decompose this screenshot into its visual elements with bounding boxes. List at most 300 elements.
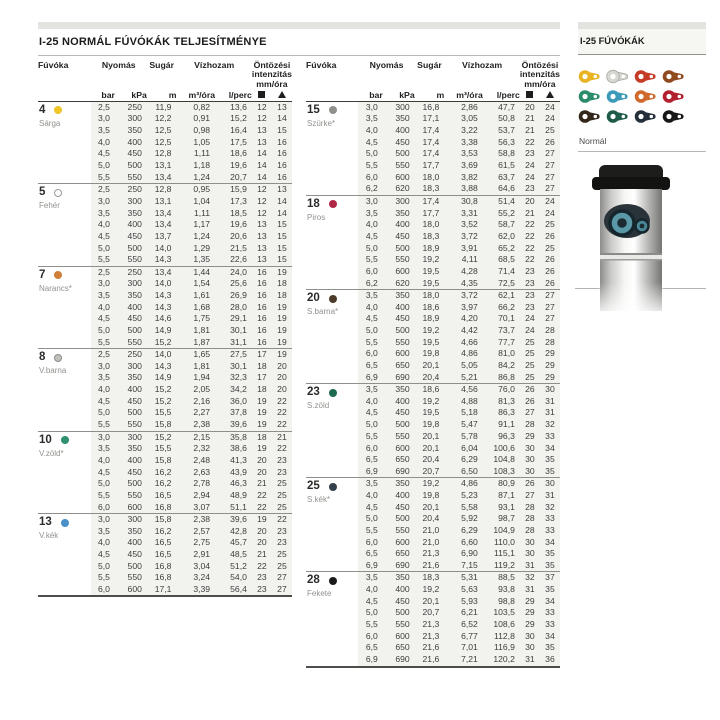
data-cell: 500 xyxy=(383,607,415,619)
data-cell: 51,4 xyxy=(483,195,520,207)
nozzle-cell xyxy=(306,478,358,572)
data-cell: 32 xyxy=(520,572,540,584)
nozzle-color-dot xyxy=(329,577,337,585)
data-cell: 29 xyxy=(520,607,540,619)
data-cell: 1,11 xyxy=(176,207,215,219)
data-cell: 300 xyxy=(115,113,147,125)
data-cell: 18,0 xyxy=(415,219,445,231)
data-cell: 25,6 xyxy=(215,278,252,290)
data-cell: 1,18 xyxy=(176,160,215,172)
data-cell: 1,35 xyxy=(176,254,215,266)
data-cell: 16 xyxy=(252,290,272,302)
data-cell: 16 xyxy=(252,266,272,278)
data-cell: 550 xyxy=(383,431,415,443)
nozzle-color-dot xyxy=(54,106,62,114)
nozzle-group xyxy=(38,266,292,348)
data-cell: 28 xyxy=(540,325,560,337)
data-cell: 400 xyxy=(383,302,415,314)
data-cell: 5,78 xyxy=(444,431,483,443)
data-cell: 51,2 xyxy=(215,561,252,573)
unit-lperc: l/perc xyxy=(228,90,252,101)
data-cell: 65,2 xyxy=(483,243,520,255)
data-cell: 1,11 xyxy=(176,148,215,160)
data-cell: 5,0 xyxy=(91,243,115,255)
data-cell: 18,0 xyxy=(415,172,445,184)
data-cell: 30 xyxy=(540,384,560,396)
data-cell: 2,5 xyxy=(91,184,115,196)
data-cell: 4,5 xyxy=(91,466,115,478)
data-cell: 27 xyxy=(540,302,560,314)
data-cell: 45,7 xyxy=(215,537,252,549)
data-cell: 2,48 xyxy=(176,455,215,467)
data-cell: 26 xyxy=(540,137,560,149)
data-cell: 3,52 xyxy=(444,219,483,231)
data-cell: 43,9 xyxy=(215,466,252,478)
data-cell: 22 xyxy=(272,514,292,526)
data-cell: 35 xyxy=(540,560,560,572)
nozzle-color-dot xyxy=(329,483,337,491)
data-cell: 4,28 xyxy=(444,266,483,278)
data-cell: 4,11 xyxy=(444,254,483,266)
data-cell: 6,9 xyxy=(358,466,382,478)
data-cell: 14,0 xyxy=(147,278,177,290)
data-cell: 2,57 xyxy=(176,526,215,538)
data-cell: 76,0 xyxy=(483,384,520,396)
data-cell: 29 xyxy=(520,596,540,608)
data-cell: 350 xyxy=(115,443,147,455)
data-cell: 16,8 xyxy=(147,561,177,573)
data-cell: 4,20 xyxy=(444,313,483,325)
data-cell: 73,7 xyxy=(483,325,520,337)
unit-kpa: kPa xyxy=(131,90,147,101)
nozzle-group xyxy=(306,101,560,195)
sprinkler-product-image xyxy=(580,160,684,318)
nozzle-name: Szürke* xyxy=(307,118,336,128)
data-cell: 3,82 xyxy=(444,172,483,184)
data-cell: 300 xyxy=(115,514,147,526)
data-cell: 61,5 xyxy=(483,160,520,172)
data-cell: 650 xyxy=(383,642,415,654)
data-cell: 4,5 xyxy=(358,596,382,608)
data-cell: 3,5 xyxy=(91,125,115,137)
data-cell: 27 xyxy=(520,490,540,502)
nozzle-icon xyxy=(662,89,690,104)
unit-bar: bar xyxy=(369,90,383,101)
data-cell: 5,23 xyxy=(444,490,483,502)
nozzle-color-dot xyxy=(54,271,62,279)
data-cell: 5,5 xyxy=(91,172,115,184)
nozzle-number: 20 xyxy=(307,292,320,305)
data-cell: 19,2 xyxy=(415,325,445,337)
data-cell: 11,9 xyxy=(147,101,177,113)
nozzle-number: 28 xyxy=(307,574,320,587)
data-cell: 98,7 xyxy=(483,513,520,525)
data-cell: 14,3 xyxy=(147,361,177,373)
data-cell: 119,2 xyxy=(483,560,520,572)
data-cell: 2,16 xyxy=(176,396,215,408)
nozzle-cell xyxy=(38,514,91,597)
data-cell: 550 xyxy=(115,172,147,184)
nozzle-cell xyxy=(38,349,91,431)
data-cell: 5,0 xyxy=(358,419,382,431)
data-cell: 29 xyxy=(540,348,560,360)
data-cell: 14,6 xyxy=(147,313,177,325)
nozzle-icon xyxy=(634,69,662,84)
data-cell: 13,4 xyxy=(147,266,177,278)
data-cell: 3,5 xyxy=(91,526,115,538)
nozzle-cell xyxy=(306,290,358,384)
data-cell: 5,18 xyxy=(444,407,483,419)
data-cell: 31 xyxy=(540,490,560,502)
data-cell: 20,4 xyxy=(415,372,445,384)
data-cell: 20,1 xyxy=(415,502,445,514)
data-cell: 37 xyxy=(540,572,560,584)
nozzle-group xyxy=(306,195,560,289)
data-cell: 20 xyxy=(272,372,292,384)
data-cell: 25 xyxy=(520,360,540,372)
data-cell: 400 xyxy=(115,219,147,231)
data-cell: 3,04 xyxy=(176,561,215,573)
nozzle-color-dot xyxy=(61,436,69,444)
data-cell: 7,21 xyxy=(444,654,483,667)
data-cell: 6,0 xyxy=(358,266,382,278)
data-cell: 17,5 xyxy=(215,137,252,149)
data-cell: 112,8 xyxy=(483,631,520,643)
data-cell: 16 xyxy=(272,137,292,149)
data-cell: 20,4 xyxy=(415,513,445,525)
data-cell: 16 xyxy=(272,172,292,184)
data-cell: 0,98 xyxy=(176,125,215,137)
nozzle-name: Sárga xyxy=(39,118,61,128)
data-cell: 450 xyxy=(115,466,147,478)
data-cell: 600 xyxy=(383,537,415,549)
data-cell: 4,35 xyxy=(444,278,483,290)
data-cell: 19,8 xyxy=(415,419,445,431)
data-cell: 5,58 xyxy=(444,502,483,514)
data-cell: 400 xyxy=(115,537,147,549)
data-cell: 550 xyxy=(383,525,415,537)
data-cell: 23 xyxy=(520,302,540,314)
data-cell: 12 xyxy=(252,207,272,219)
data-cell: 96,3 xyxy=(483,431,520,443)
data-cell: 21,0 xyxy=(415,537,445,549)
data-cell: 15 xyxy=(272,243,292,255)
data-cell: 31 xyxy=(540,396,560,408)
data-cell: 22,6 xyxy=(215,254,252,266)
col-header-intensity: Öntözési intenzitás mm/óra xyxy=(251,60,292,89)
nozzle-cell xyxy=(38,101,91,183)
data-cell: 12,5 xyxy=(147,125,177,137)
data-cell: 5,0 xyxy=(358,607,382,619)
data-cell: 17,4 xyxy=(415,137,445,149)
data-cell: 550 xyxy=(383,160,415,172)
data-cell: 16,2 xyxy=(147,478,177,490)
data-cell: 400 xyxy=(115,455,147,467)
data-cell: 13,6 xyxy=(215,101,252,113)
data-cell: 19,5 xyxy=(415,337,445,349)
data-cell: 450 xyxy=(383,231,415,243)
data-cell: 690 xyxy=(383,372,415,384)
data-cell: 35,8 xyxy=(215,431,252,443)
data-cell: 6,0 xyxy=(358,348,382,360)
data-cell: 3,0 xyxy=(91,514,115,526)
data-cell: 500 xyxy=(383,148,415,160)
data-cell: 3,5 xyxy=(91,372,115,384)
data-cell: 21,6 xyxy=(415,642,445,654)
data-cell: 300 xyxy=(115,196,147,208)
data-cell: 20,1 xyxy=(415,360,445,372)
data-cell: 600 xyxy=(115,584,147,597)
data-cell: 19 xyxy=(252,419,272,431)
data-cell: 18,9 xyxy=(415,243,445,255)
data-cell: 29 xyxy=(540,372,560,384)
nozzle-icon xyxy=(634,89,662,104)
data-cell: 23 xyxy=(272,537,292,549)
data-cell: 47,7 xyxy=(483,101,520,113)
data-cell: 3,69 xyxy=(444,160,483,172)
data-cell: 19,5 xyxy=(415,278,445,290)
data-cell: 17,7 xyxy=(415,207,445,219)
data-cell: 19,2 xyxy=(415,478,445,490)
data-cell: 20 xyxy=(252,455,272,467)
data-cell: 250 xyxy=(115,349,147,361)
data-cell: 350 xyxy=(383,113,415,125)
nozzle-number: 8 xyxy=(39,351,46,364)
table-row xyxy=(38,101,292,113)
data-cell: 21,3 xyxy=(415,619,445,631)
nozzle-color-dot xyxy=(61,519,69,527)
data-cell: 22 xyxy=(272,407,292,419)
data-cell: 300 xyxy=(383,101,415,113)
data-cell: 51,1 xyxy=(215,502,252,514)
data-cell: 300 xyxy=(115,278,147,290)
data-cell: 7,01 xyxy=(444,642,483,654)
data-cell: 20,7 xyxy=(215,172,252,184)
data-cell: 500 xyxy=(115,325,147,337)
data-cell: 350 xyxy=(383,290,415,302)
data-cell: 3,5 xyxy=(91,207,115,219)
data-cell: 4,0 xyxy=(91,219,115,231)
data-cell: 13 xyxy=(272,184,292,196)
data-cell: 5,5 xyxy=(358,337,382,349)
data-cell: 22 xyxy=(252,490,272,502)
nozzle-color-dot xyxy=(54,189,62,197)
table-row xyxy=(38,349,292,361)
data-cell: 116,9 xyxy=(483,642,520,654)
col-header-nozzle: Fúvóka xyxy=(38,60,69,70)
data-cell: 24 xyxy=(520,313,540,325)
data-cell: 86,3 xyxy=(483,407,520,419)
data-cell: 15,2 xyxy=(215,113,252,125)
table-row xyxy=(306,572,560,584)
data-cell: 3,0 xyxy=(91,278,115,290)
nozzle-group xyxy=(38,514,292,597)
data-cell: 1,04 xyxy=(176,196,215,208)
data-cell: 2,5 xyxy=(91,266,115,278)
nozzle-group xyxy=(306,290,560,384)
data-cell: 87,1 xyxy=(483,490,520,502)
data-cell: 3,31 xyxy=(444,207,483,219)
data-cell: 4,0 xyxy=(358,584,382,596)
data-cell: 4,0 xyxy=(91,137,115,149)
data-cell: 30,8 xyxy=(444,195,483,207)
data-cell: 20 xyxy=(272,361,292,373)
table-row xyxy=(38,514,292,526)
data-cell: 16,8 xyxy=(147,572,177,584)
data-cell: 100,6 xyxy=(483,442,520,454)
data-cell: 3,5 xyxy=(91,290,115,302)
data-cell: 2,38 xyxy=(176,419,215,431)
data-cell: 450 xyxy=(115,549,147,561)
data-cell: 26 xyxy=(540,231,560,243)
nozzle-number: 15 xyxy=(307,103,320,116)
nozzle-number: 5 xyxy=(39,186,46,199)
data-cell: 650 xyxy=(383,360,415,372)
data-cell: 18,3 xyxy=(415,183,445,195)
data-cell: 21 xyxy=(520,125,540,137)
data-cell: 88,5 xyxy=(483,572,520,584)
nozzle-name: S.zöld xyxy=(307,401,330,411)
data-cell: 3,24 xyxy=(176,572,215,584)
unit-lperc: l/perc xyxy=(496,90,520,101)
data-cell: 450 xyxy=(383,596,415,608)
data-cell: 6,50 xyxy=(444,466,483,478)
data-cell: 15,2 xyxy=(147,384,177,396)
data-cell: 19 xyxy=(272,349,292,361)
unit-m3h: m³/óra xyxy=(456,90,483,101)
nozzle-number: 23 xyxy=(307,386,320,399)
data-cell: 3,22 xyxy=(444,125,483,137)
data-cell: 30,1 xyxy=(215,361,252,373)
nozzle-name: Fekete xyxy=(307,589,332,599)
data-cell: 15,9 xyxy=(215,184,252,196)
performance-table-column-2 xyxy=(306,56,560,668)
data-cell: 4,66 xyxy=(444,337,483,349)
nozzle-name: S.barna* xyxy=(307,307,339,317)
data-cell: 4,5 xyxy=(91,148,115,160)
data-cell: 3,39 xyxy=(176,584,215,597)
nozzle-name: V.barna xyxy=(39,366,67,376)
nozzle-number: 25 xyxy=(307,480,320,493)
data-cell: 25 xyxy=(520,372,540,384)
data-cell: 5,5 xyxy=(358,431,382,443)
data-cell: 5,05 xyxy=(444,360,483,372)
data-cell: 30 xyxy=(520,442,540,454)
data-cell: 4,0 xyxy=(91,455,115,467)
data-cell: 6,2 xyxy=(358,183,382,195)
data-cell: 3,97 xyxy=(444,302,483,314)
data-cell: 24 xyxy=(540,207,560,219)
data-cell: 4,0 xyxy=(91,537,115,549)
performance-table xyxy=(306,59,560,668)
data-cell: 690 xyxy=(383,654,415,667)
data-cell: 5,0 xyxy=(358,325,382,337)
data-cell: 28 xyxy=(520,419,540,431)
data-cell: 1,68 xyxy=(176,302,215,314)
data-cell: 350 xyxy=(383,478,415,490)
nozzle-cell xyxy=(38,184,91,266)
data-cell: 1,05 xyxy=(176,137,215,149)
data-cell: 66,2 xyxy=(483,302,520,314)
data-cell: 26 xyxy=(540,266,560,278)
data-cell: 22 xyxy=(252,502,272,514)
data-cell: 6,9 xyxy=(358,372,382,384)
data-cell: 16 xyxy=(252,313,272,325)
data-cell: 2,15 xyxy=(176,431,215,443)
nozzle-name: Piros xyxy=(307,212,326,222)
data-cell: 6,0 xyxy=(358,442,382,454)
data-cell: 1,24 xyxy=(176,231,215,243)
data-cell: 14,0 xyxy=(147,349,177,361)
data-cell: 41,3 xyxy=(215,455,252,467)
data-cell: 350 xyxy=(115,125,147,137)
data-cell: 19 xyxy=(272,302,292,314)
data-cell: 17 xyxy=(252,349,272,361)
nozzle-color-dot xyxy=(329,389,337,397)
data-cell: 21,3 xyxy=(415,548,445,560)
data-cell: 31 xyxy=(520,654,540,667)
data-cell: 27 xyxy=(540,148,560,160)
data-cell: 5,0 xyxy=(91,561,115,573)
data-cell: 12 xyxy=(252,184,272,196)
data-cell: 20,6 xyxy=(215,231,252,243)
data-cell: 34 xyxy=(540,631,560,643)
data-cell: 20 xyxy=(252,466,272,478)
nozzle-color-icon-grid xyxy=(578,69,706,124)
data-cell: 24 xyxy=(540,113,560,125)
data-cell: 5,5 xyxy=(358,619,382,631)
data-cell: 7,15 xyxy=(444,560,483,572)
data-cell: 4,0 xyxy=(91,302,115,314)
data-cell: 5,5 xyxy=(91,337,115,349)
data-cell: 5,47 xyxy=(444,419,483,431)
data-cell: 21 xyxy=(272,431,292,443)
data-cell: 15,8 xyxy=(147,419,177,431)
data-cell: 22 xyxy=(520,219,540,231)
data-cell: 14 xyxy=(252,160,272,172)
data-cell: 13,4 xyxy=(147,172,177,184)
data-cell: 27 xyxy=(540,183,560,195)
data-cell: 24,0 xyxy=(215,266,252,278)
data-cell: 17,1 xyxy=(415,113,445,125)
data-cell: 13 xyxy=(252,219,272,231)
data-cell: 6,5 xyxy=(358,548,382,560)
data-cell: 6,0 xyxy=(91,502,115,514)
data-cell: 53,7 xyxy=(483,125,520,137)
col-header-pressure: Nyomás xyxy=(101,60,136,70)
data-cell: 17,3 xyxy=(215,196,252,208)
data-cell: 16,8 xyxy=(415,101,445,113)
data-cell: 1,81 xyxy=(176,325,215,337)
data-cell: 21 xyxy=(252,549,272,561)
table-row xyxy=(38,266,292,278)
data-cell: 22 xyxy=(520,231,540,243)
data-cell: 5,0 xyxy=(358,513,382,525)
data-cell: 23 xyxy=(520,266,540,278)
data-cell: 5,5 xyxy=(358,160,382,172)
data-cell: 108,6 xyxy=(483,619,520,631)
nozzle-name: Narancs* xyxy=(39,283,72,293)
data-cell: 500 xyxy=(115,243,147,255)
data-cell: 450 xyxy=(115,231,147,243)
data-cell: 3,05 xyxy=(444,113,483,125)
data-cell: 4,5 xyxy=(91,549,115,561)
data-cell: 2,63 xyxy=(176,466,215,478)
data-cell: 400 xyxy=(115,302,147,314)
data-cell: 19,5 xyxy=(415,407,445,419)
data-cell: 6,5 xyxy=(358,454,382,466)
data-cell: 1,75 xyxy=(176,313,215,325)
